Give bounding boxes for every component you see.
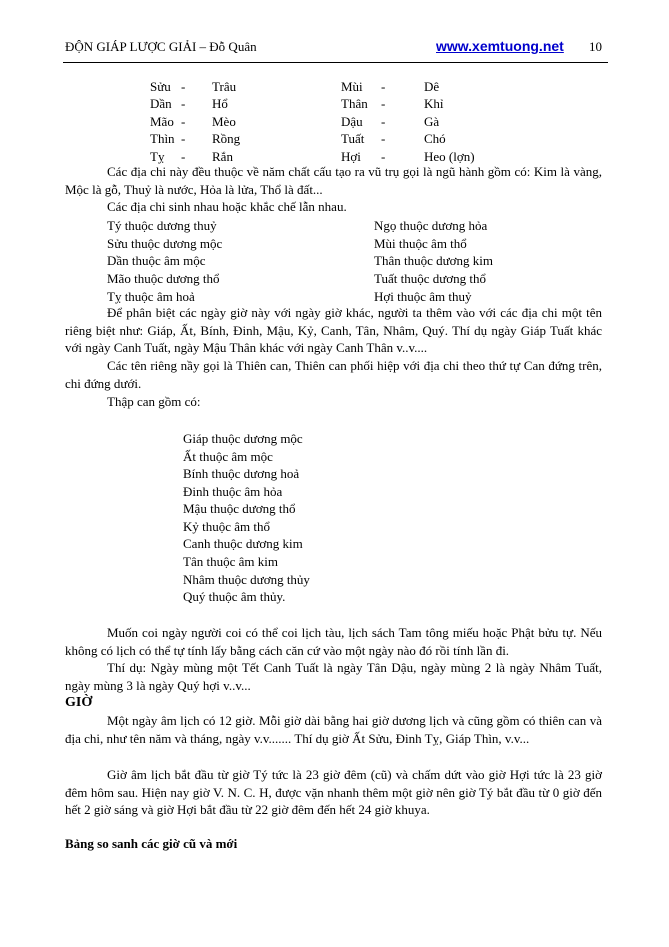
animal-name: Chó: [424, 131, 446, 146]
list-item: Tân thuộc âm kim: [183, 554, 278, 569]
paragraph-elements: Các địa chi này đều thuộc về năm chất cấu tạo ra vũ trụ gọi là ngũ hành gồm có: Kim là vàng, Mộc là gỗ, Thuỷ là nước, Hỏa là lửa, Thổ là đất...: [65, 164, 602, 197]
paragraph-thiencan: Các tên riêng nầy gọi là Thiên can, Thiên can phối hiệp với địa chi theo thứ tự Can đứng trên, chi đứng dưới.: [65, 358, 602, 391]
dash: -: [381, 149, 386, 164]
chi-right: Thân thuộc dương kim: [374, 253, 493, 268]
dash: -: [381, 131, 386, 146]
header-divider: [63, 62, 608, 63]
chi-name: Dậu: [341, 114, 363, 129]
animal-name: Khỉ: [424, 96, 444, 111]
section-heading-gio: GIỜ: [65, 695, 93, 710]
list-item: Canh thuộc dương kim: [183, 536, 303, 551]
dash: -: [181, 149, 186, 164]
page-number: 10: [589, 39, 602, 54]
chi-name: Sửu: [150, 79, 171, 94]
chi-left: Mão thuộc dương thổ: [107, 271, 220, 286]
chi-name: Mão: [150, 114, 174, 129]
list-item: Mậu thuộc dương thổ: [183, 501, 296, 516]
paragraph-example: Thí dụ: Ngày mùng một Tết Canh Tuất là ngày Tân Dậu, ngày mùng 2 là ngày Nhâm Tuất, ngày mùng 3 là ngày Quý hợi v..v...: [65, 660, 602, 693]
animal-name: Rắn: [212, 149, 233, 164]
section-heading-compare: Bảng so sanh các giờ cũ và mới: [65, 836, 238, 851]
chi-name: Thân: [341, 96, 368, 111]
chi-left: Sửu thuộc dương mộc: [107, 236, 223, 251]
dash: -: [181, 96, 186, 111]
chi-name: Thìn: [150, 131, 175, 146]
chi-name: Dần: [150, 96, 172, 111]
list-item: Bính thuộc dương hoả: [183, 466, 300, 481]
animal-name: Heo (lợn): [424, 149, 475, 164]
list-item: Quý thuộc âm thủy.: [183, 589, 286, 604]
dash: -: [381, 114, 386, 129]
list-item: Giáp thuộc dương mộc: [183, 431, 303, 446]
dash: -: [181, 79, 186, 94]
paragraph-relation: Các địa chi sinh nhau hoặc khắc chế lẫn nhau.: [107, 199, 347, 214]
paragraph-gio-1: Một ngày âm lịch có 12 giờ. Mỗi giờ dài bằng hai giờ dương lịch và cũng gồm có thiên can và địa chi, như tên năm và tháng, ngày v.v....... Thí dụ giờ Ất Sửu, Đinh Tỵ, Giáp Thìn, v.v...: [65, 713, 602, 746]
chi-name: Mùi: [341, 79, 363, 94]
chi-left: Dần thuộc âm mộc: [107, 253, 206, 268]
animal-name: Trâu: [212, 79, 237, 94]
site-link[interactable]: www.xemtuong.net: [436, 38, 564, 54]
list-item: Kỷ thuộc âm thổ: [183, 519, 271, 534]
animal-name: Rồng: [212, 131, 241, 146]
animal-name: Dê: [424, 79, 440, 94]
dash: -: [381, 79, 386, 94]
chi-right: Ngọ thuộc dương hỏa: [374, 218, 488, 233]
header-title: ĐỘN GIÁP LƯỢC GIẢI – Đỗ Quân: [65, 39, 257, 54]
dash: -: [181, 114, 186, 129]
animal-name: Mèo: [212, 114, 236, 129]
dash: -: [381, 96, 386, 111]
chi-right: Mùi thuộc âm thổ: [374, 236, 467, 251]
chi-left: Tỵ thuộc âm hoả: [107, 289, 195, 304]
list-item: Nhâm thuộc dương thủy: [183, 572, 310, 587]
paragraph-lookup: Muốn coi ngày người coi có thể coi lịch tàu, lịch sách Tam tông miếu hoặc Phật bửu tự. Nếu không có lịch có thể tự tính lấy bằng cách căn cứ vào một ngày nào đó rồi tính lần đi.: [65, 625, 602, 658]
list-item: Ất thuộc âm mộc: [183, 449, 273, 464]
chi-name: Hợi: [341, 149, 361, 164]
chi-name: Tỵ: [150, 149, 165, 164]
paragraph-gio-2: Giờ âm lịch bắt đầu từ giờ Tý tức là 23 giờ đêm (cũ) và chấm dứt vào giờ Hợi tức là 23 giờ đêm hôm sau. Hiện nay giờ V. N. C. H, được vặn nhanh thêm một giờ nên giờ Tý bắt đầu từ 0 giờ đến hết 2 giờ sáng và giờ Hợi bắt đầu từ 22 giờ đêm đến hết 24 giờ khuya.: [65, 767, 602, 818]
dash: -: [181, 131, 186, 146]
chi-name: Tuất: [341, 131, 365, 146]
chi-right: Tuất thuộc dương thổ: [374, 271, 487, 286]
paragraph-distinguish: Để phân biệt các ngày giờ này với ngày giờ khác, người ta thêm vào với các địa chi một tên riêng biệt như: Giáp, Ất, Bính, Đinh, Mậu, Kỷ, Canh, Tân, Nhâm, Quý. Thí dụ ngày Giáp Tuất khác với ngày Canh Tuất, ngày Mậu Thân khác với ngày Canh Thân v..v....: [65, 305, 602, 356]
chi-left: Tý thuộc dương thuỷ: [107, 218, 217, 233]
chi-right: Hợi thuộc âm thuỷ: [374, 289, 472, 304]
paragraph-thapcan-intro: Thập can gồm có:: [107, 394, 201, 409]
animal-name: Gà: [424, 114, 440, 129]
animal-name: Hổ: [212, 96, 228, 111]
list-item: Đinh thuộc âm hỏa: [183, 484, 283, 499]
